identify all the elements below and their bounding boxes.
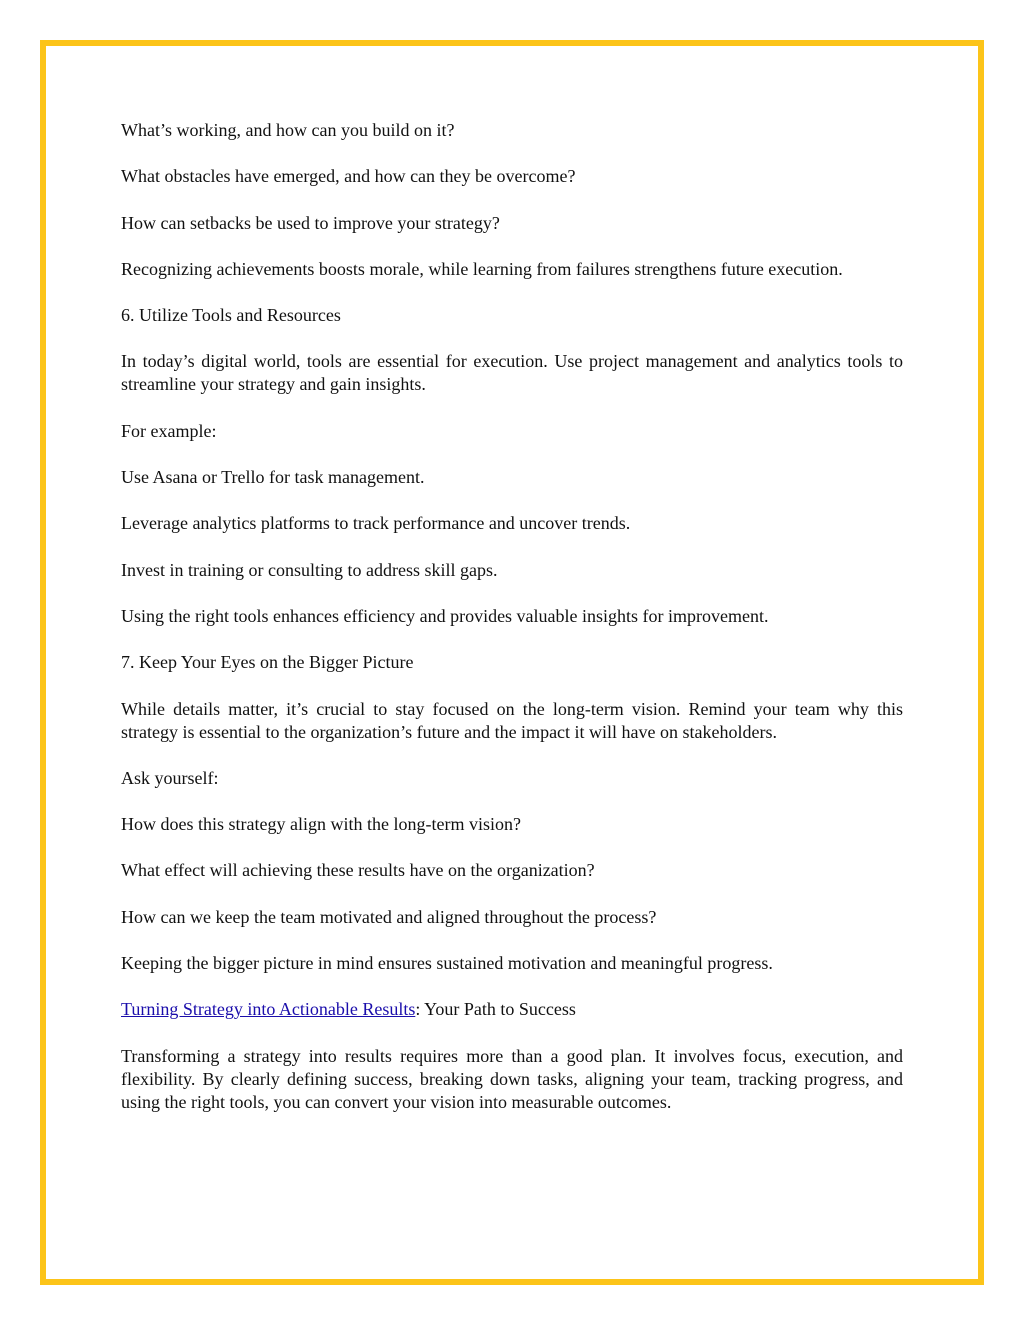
conclusion-heading [121,998,903,1021]
example-asana-trello: Use Asana or Trello for task management. [121,467,425,488]
question-team-motivated: How can we keep the team motivated and aligned throughout the process? [121,906,657,927]
example-analytics-platforms: Leverage analytics platforms to track performance and uncover trends. [121,513,631,534]
section-heading-utilize-tools: 6. Utilize Tools and Resources [121,305,341,326]
for-example-label: For example: [121,420,217,441]
paragraph-digital-tools: In today’s digital world, tools are essential for execution. Use project management and analytics tools to streamline your strategy and gain insights. [121,351,903,395]
paragraph-right-tools: Using the right tools enhances efficiency and provides valuable insights for improvement. [121,605,769,626]
question-strategy-alignment: How does this strategy align with the long-term vision? [121,814,521,835]
paragraph-recognizing-achievements: Recognizing achievements boosts morale, while learning from failures strengthens future execution. [121,258,843,279]
document-body [121,119,903,1137]
conclusion-heading-suffix: : Your Path to Success [415,999,576,1020]
paragraph-long-term-vision: While details matter, it’s crucial to stay focused on the long-term vision. Remind your team why this strategy is essential to the organization’s future and the impact it will have on stakeholders. [121,698,903,742]
example-training-consulting: Invest in training or consulting to address skill gaps. [121,559,498,580]
ask-yourself-label: Ask yourself: [121,767,219,788]
paragraph-bigger-picture-mind: Keeping the bigger picture in mind ensures sustained motivation and meaningful progress. [121,953,773,974]
question-effect-results: What effect will achieving these results have on the organization? [121,860,595,881]
question-obstacles: What obstacles have emerged, and how can they be overcome? [121,166,576,187]
turning-strategy-link[interactable]: Turning Strategy into Actionable Results [121,999,416,1020]
section-heading-bigger-picture: 7. Keep Your Eyes on the Bigger Picture [121,652,414,673]
question-whats-working: What’s working, and how can you build on it? [121,120,455,140]
question-setbacks: How can setbacks be used to improve your strategy? [121,212,500,233]
paragraph-conclusion: Transforming a strategy into results requires more than a good plan. It involves focus, execution, and flexibility. By clearly defining success, breaking down tasks, aligning your team, tracking progress, and using the right tools, you can convert your vision into measurable outcomes. [121,1045,903,1112]
